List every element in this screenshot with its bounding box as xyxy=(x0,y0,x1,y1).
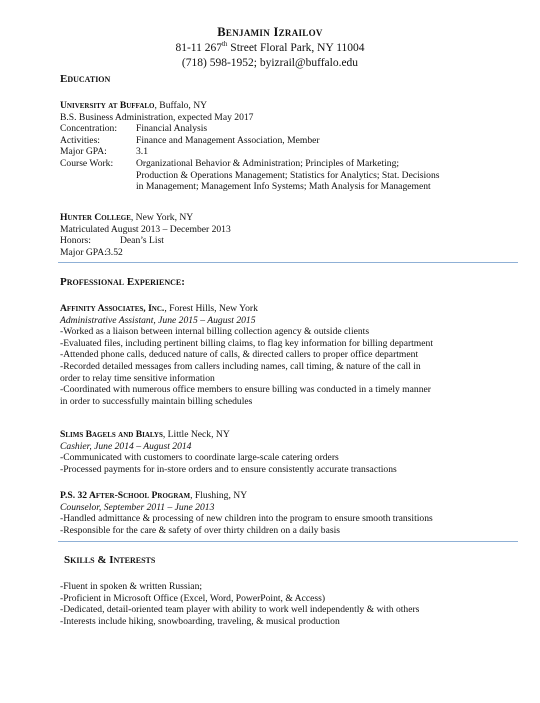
hunter-gpa-row xyxy=(60,247,520,259)
education-ub xyxy=(60,100,520,193)
coursework-line: in Management; Management Info Systems; Math Analysis for Management xyxy=(136,181,431,193)
honors-label: Honors: xyxy=(60,235,91,247)
activities-row xyxy=(60,135,520,147)
job-bullet: -Attended phone calls, deduced nature of calls, & directed callers to proper office department xyxy=(60,349,419,361)
concentration-value: Financial Analysis xyxy=(136,123,208,135)
job-bullet: -Evaluated files, including pertinent billing claims, to flag key information for billing department xyxy=(60,337,433,349)
employer-location: , Forest Hills, New York xyxy=(164,303,258,314)
employer-name: Affinity Associates, Inc. xyxy=(60,303,165,314)
skill-item: -Dedicated, detail-oriented team player with ability to work well independently & with others xyxy=(60,604,420,616)
coursework-label: Course Work: xyxy=(60,157,114,169)
skill-item: -Fluent in spoken & written Russian; xyxy=(60,581,203,592)
job-bullet: -Communicated with customers to coordinate large-scale catering orders xyxy=(60,452,339,464)
job-title: Counselor, September 2011 – June 2013 xyxy=(60,501,215,513)
employer-location: , Little Neck, NY xyxy=(162,429,230,440)
job-slims xyxy=(60,429,520,475)
job-bullet: in order to successfully maintain billing schedules xyxy=(60,395,253,407)
job-bullet: -Processed payments for in-store orders and to ensure consistently accurate transactions xyxy=(60,463,397,475)
honors-row xyxy=(60,235,520,247)
matriculation: Matriculated August 2013 – December 2013 xyxy=(60,223,231,235)
address-street: Street Floral Park, NY 11004 xyxy=(227,42,365,54)
school-heading xyxy=(60,100,520,112)
section-title-skills: Skills & Interests xyxy=(64,554,156,566)
school-name: Hunter College xyxy=(60,212,131,223)
job-bullet: order to relay time sensitive information xyxy=(60,372,215,384)
job-title: Cashier, June 2014 – August 2014 xyxy=(60,440,192,452)
section-title-experience: Professional Experience: xyxy=(60,276,185,288)
employer-heading xyxy=(60,303,520,315)
job-bullet: -Worked as a liaison between internal billing collection agency & outside clients xyxy=(60,326,370,338)
school-name: University at Buffalo xyxy=(60,100,155,111)
employer-location: , Flushing, NY xyxy=(190,490,248,501)
gpa-label: Major GPA: xyxy=(60,146,107,158)
coursework-row-3 xyxy=(60,181,520,193)
job-bullet: -Handled admittance & processing of new children into the program to ensure smooth transitions xyxy=(60,513,433,525)
divider xyxy=(58,262,518,263)
concentration-label: Concentration: xyxy=(60,123,118,135)
employer-heading xyxy=(60,490,520,502)
contact-line: (718) 598-1952; byizrail@buffalo.edu xyxy=(181,57,359,69)
skill-item: -Proficient in Microsoft Office (Excel, Word, PowerPoint, & Access) xyxy=(60,592,326,604)
job-affinity xyxy=(60,303,520,407)
education-hunter xyxy=(60,212,520,258)
skill-item: -Interests include hiking, snowboarding, traveling, & musical production xyxy=(60,615,340,627)
job-bullet: -Coordinated with numerous office members to ensure billing was conducted in a timely manner xyxy=(60,384,431,396)
concentration-row xyxy=(60,123,520,135)
ub-gpa-row xyxy=(60,146,520,158)
candidate-name: Benjamin Izrailov xyxy=(217,25,323,39)
gpa-value: 3.52 xyxy=(106,246,123,258)
skills-list xyxy=(60,581,520,627)
coursework-line: Production & Operations Management; Statistics for Analytics; Stat. Decisions xyxy=(136,169,440,181)
job-bullet: -Responsible for the care & safety of over thirty children on a daily basis xyxy=(60,524,340,536)
job-ps32 xyxy=(60,490,520,536)
employer-name: P.S. 32 After-School Program xyxy=(60,490,191,501)
job-bullet: -Recorded detailed messages from callers including names, call timing, & nature of the call in xyxy=(60,360,421,372)
employer-name: Slims Bagels and Bialys xyxy=(60,429,163,440)
divider xyxy=(58,541,518,542)
coursework-row-2 xyxy=(60,170,520,182)
gpa-value: 3.1 xyxy=(136,146,148,158)
employer-heading xyxy=(60,429,520,441)
activities-label: Activities: xyxy=(60,134,100,146)
degree: B.S. Business Administration, expected May 2017 xyxy=(60,111,254,123)
school-location: , New York, NY xyxy=(130,212,194,223)
address-number: 81-11 267 xyxy=(175,42,222,54)
honors-value: Dean’s List xyxy=(120,235,164,247)
section-title-education: Education xyxy=(60,73,111,85)
coursework-row xyxy=(60,158,520,170)
address-suffix: th xyxy=(221,40,228,49)
school-heading xyxy=(60,212,520,224)
address-line xyxy=(0,40,540,55)
school-location: , Buffalo, NY xyxy=(154,100,208,111)
gpa-label: Major GPA: xyxy=(60,246,107,258)
coursework-line: Organizational Behavior & Administration; Principles of Marketing; xyxy=(136,157,400,169)
job-title: Administrative Assistant, June 2015 – August 2015 xyxy=(60,314,256,326)
activities-value: Finance and Management Association, Member xyxy=(136,134,320,146)
